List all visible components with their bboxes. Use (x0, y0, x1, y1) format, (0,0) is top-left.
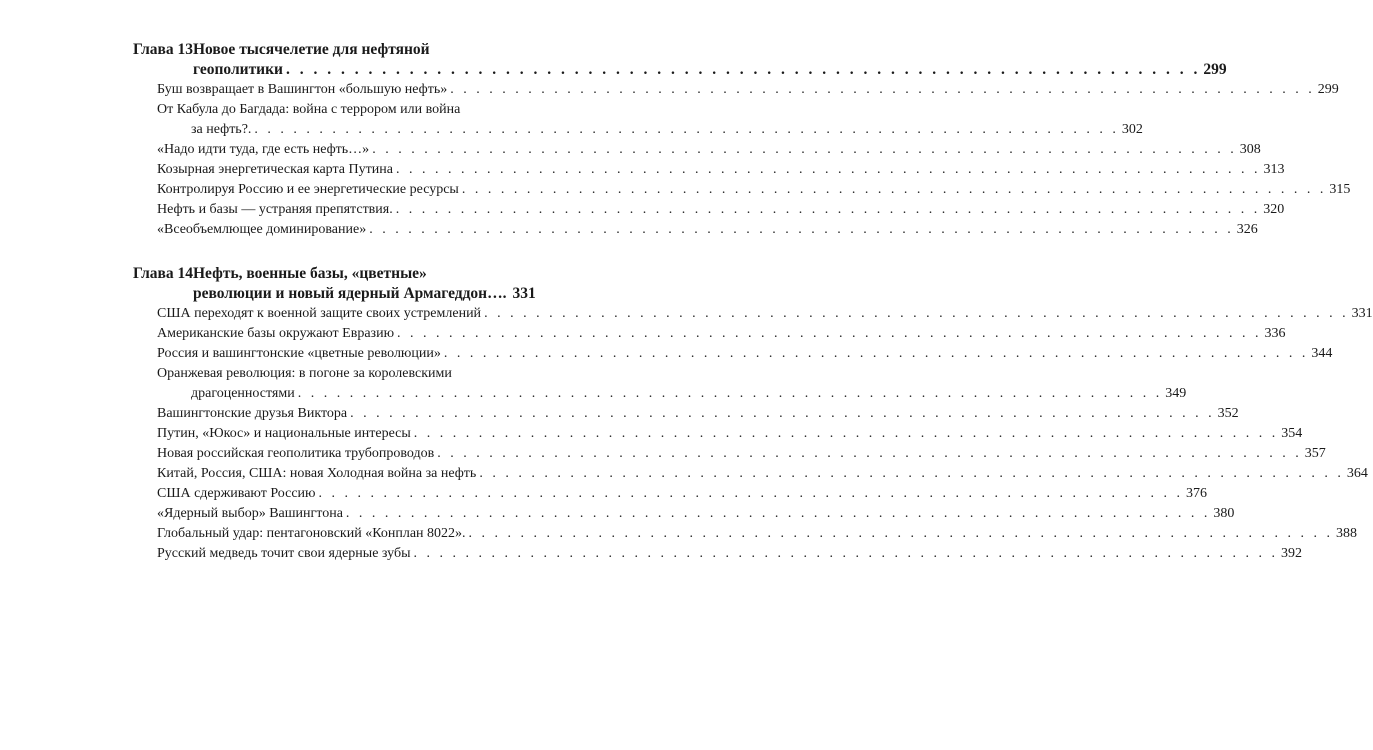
toc-entry-page: 380 (1213, 506, 1235, 521)
chapter-number: Глава 13 (133, 41, 194, 58)
dot-leader (369, 220, 1234, 240)
toc-entry-page: 352 (1217, 406, 1239, 421)
dot-leader (397, 324, 1262, 344)
toc-entry-page: 315 (1329, 182, 1351, 197)
toc-entry-title: Буш возвращает в Вашингтон «большую нефть» (157, 82, 448, 97)
chapter-title-line: геополитики (193, 61, 283, 78)
toc-entry[interactable] (157, 324, 1286, 344)
dot-leader (484, 304, 1349, 324)
toc-entry[interactable] (157, 200, 1285, 220)
toc-entry-page: 313 (1263, 162, 1285, 177)
toc-entry-title: Россия и вашингтонские «цветные революции» (157, 346, 441, 361)
toc-entry-title: Американские базы окружают Евразию (157, 326, 395, 341)
toc-entry-title: Путин, «Юкос» и национальные интересы (157, 426, 411, 441)
toc-entry-title: «Ядерный выбор» Вашингтона (157, 506, 343, 521)
toc-entry-page: 299 (1317, 82, 1339, 97)
toc-entry[interactable] (157, 364, 1187, 404)
dot-leader (469, 524, 1334, 544)
toc-entry-title: Вашингтонские друзья Виктора (157, 406, 348, 421)
chapter-title-line: Новое тысячелетие для нефтяной (193, 41, 430, 58)
toc-entry[interactable] (157, 504, 1235, 524)
dot-leader (450, 80, 1315, 100)
toc-entry-title: Оранжевая революция: в погоне за королевскими (157, 366, 452, 381)
toc-entry-title: США переходят к военной защите своих устремлений (157, 306, 482, 321)
chapter-title-line: Нефть, военные базы, «цветные» (193, 265, 427, 282)
dot-leader (254, 120, 1119, 140)
dot-leader (462, 180, 1327, 200)
toc-entry-page: 364 (1346, 466, 1368, 481)
chapter-heading (133, 40, 1227, 80)
toc-entry[interactable] (157, 180, 1351, 200)
toc-entry-title: Глобальный удар: пентагоновский «Конплан 8022». (157, 526, 466, 541)
toc-entry[interactable] (157, 444, 1326, 464)
toc-entry-page: 376 (1185, 486, 1207, 501)
toc-entry[interactable] (157, 160, 1285, 180)
toc-entry-page: 308 (1239, 142, 1261, 157)
chapter-13 (133, 40, 1351, 240)
toc-entry-page: 354 (1281, 426, 1303, 441)
chapter-14 (133, 264, 1373, 564)
toc-entry-title: Новая российская геополитика трубопроводов (157, 446, 435, 461)
toc-entry-page: 349 (1165, 386, 1187, 401)
toc-entry[interactable] (157, 304, 1373, 324)
dot-leader (444, 344, 1309, 364)
toc-entry-page: 344 (1311, 346, 1333, 361)
toc-entry[interactable] (157, 464, 1368, 484)
dot-leader (437, 444, 1302, 464)
dot-leader (350, 404, 1215, 424)
toc-entry-title: США сдерживают Россию (157, 486, 316, 501)
chapter-page-number: 331 (512, 285, 536, 302)
toc-entry-title: От Кабула до Багдада: война с террором или война (157, 102, 461, 117)
toc-entry-title: «Всеобъемлющее доминирование» (157, 222, 367, 237)
dot-leader (479, 464, 1344, 484)
dot-leader (286, 60, 1200, 80)
table-of-contents (133, 40, 1373, 588)
toc-entry[interactable] (157, 544, 1302, 564)
toc-entry-page: 331 (1351, 306, 1373, 321)
toc-entry[interactable] (157, 344, 1333, 364)
toc-entry[interactable] (157, 524, 1358, 544)
toc-entry-page: 326 (1236, 222, 1258, 237)
toc-entry[interactable] (157, 100, 1143, 140)
toc-entry-page: 392 (1281, 546, 1302, 561)
dot-leader (346, 504, 1211, 524)
dot-leader (372, 140, 1237, 160)
toc-entry-title: Козырная энергетическая карта Путина (157, 162, 393, 177)
dot-leader (414, 544, 1279, 564)
toc-entry-title: Нефть и базы — устраняя препятствия. (157, 202, 393, 217)
chapter-number: Глава 14 (133, 265, 194, 282)
toc-entry-page: 320 (1263, 202, 1285, 217)
dot-leader (298, 384, 1163, 404)
dot-leader (414, 424, 1279, 444)
toc-entry-page: 388 (1336, 526, 1358, 541)
chapter-title-line: революции и новый ядерный Армагеддон…. (193, 285, 507, 302)
toc-entry[interactable] (157, 220, 1258, 240)
dot-leader (396, 200, 1261, 220)
chapter-heading (133, 264, 536, 304)
toc-entry[interactable] (157, 484, 1207, 504)
toc-entry-title: Китай, Россия, США: новая Холодная война за нефть (157, 466, 477, 481)
toc-entry-page: 336 (1264, 326, 1286, 341)
toc-entry[interactable] (157, 424, 1303, 444)
toc-entry-title: Контролируя Россию и ее энергетические ресурсы (157, 182, 459, 197)
toc-entry[interactable] (157, 80, 1339, 100)
toc-entry-title: Русский медведь точит свои ядерные зубы (157, 546, 411, 561)
toc-entry[interactable] (157, 404, 1239, 424)
toc-entry-title: «Надо идти туда, где есть нефть…» (157, 142, 370, 157)
toc-entry-page: 357 (1304, 446, 1326, 461)
toc-entry-title-continued: драгоценностями (191, 386, 295, 401)
chapter-page-number: 299 (1203, 61, 1227, 78)
dot-leader (318, 484, 1183, 504)
toc-entry[interactable] (157, 140, 1261, 160)
dot-leader (396, 160, 1261, 180)
toc-entry-page: 302 (1121, 122, 1143, 137)
toc-entry-title-continued: за нефть?. (191, 122, 252, 137)
